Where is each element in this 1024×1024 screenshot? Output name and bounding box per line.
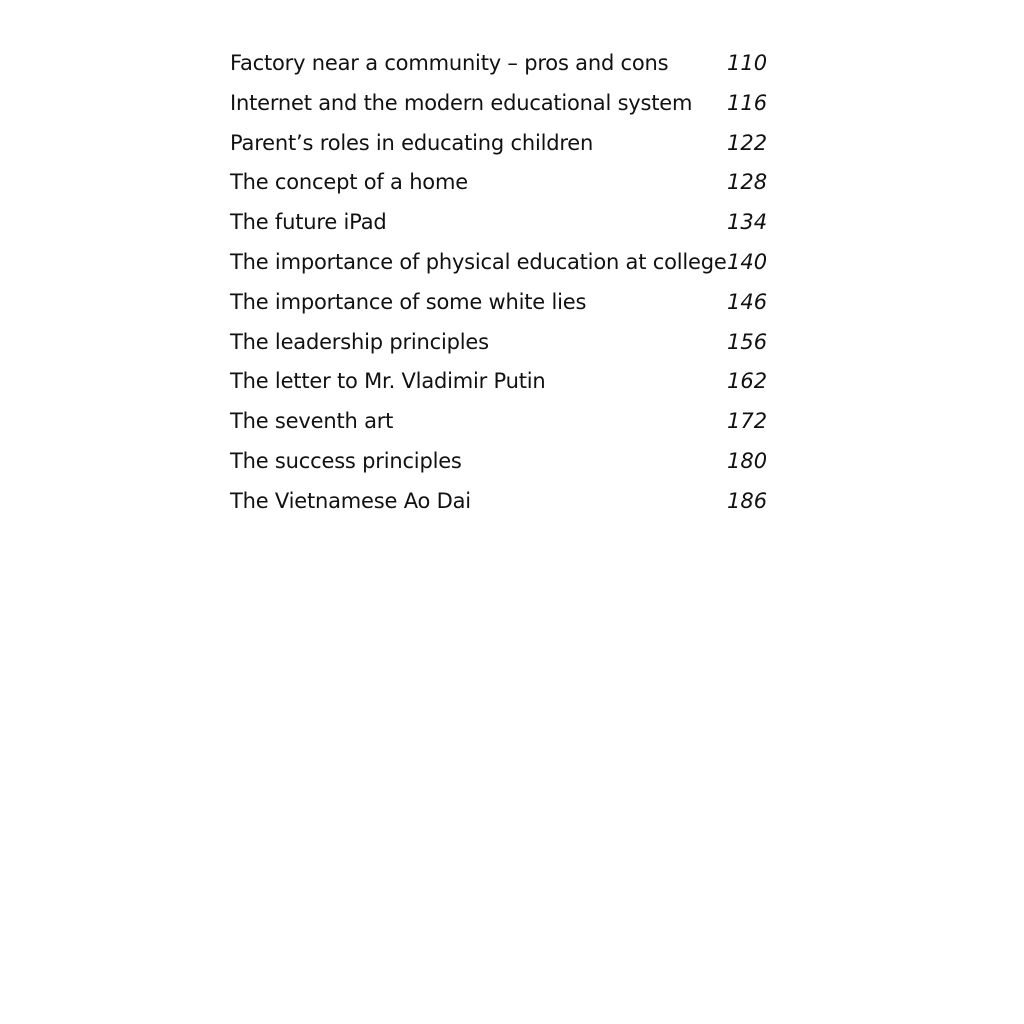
toc-entry-title: The success principles xyxy=(230,448,462,473)
toc-entry-title: The concept of a home xyxy=(230,170,468,195)
toc-entry-page-number: 172 xyxy=(727,409,768,434)
toc-entry-page-number: 116 xyxy=(727,90,768,115)
toc-entry xyxy=(230,442,810,482)
toc-entry-title: Internet and the modern educational system xyxy=(230,90,693,115)
toc-entry xyxy=(230,482,810,522)
toc-entry xyxy=(230,44,810,84)
toc-entry-page-number: 140 xyxy=(727,249,768,274)
toc-entry-title: The leadership principles xyxy=(230,329,489,354)
toc-entry-title: The seventh art xyxy=(230,409,394,434)
toc-entry-page-number: 122 xyxy=(727,130,768,155)
toc-entry-page-number: 146 xyxy=(727,289,768,314)
toc-entry-title: The importance of physical education at college xyxy=(230,249,727,274)
toc-entry-title: The Vietnamese Ao Dai xyxy=(230,488,471,513)
toc-entry xyxy=(230,243,810,283)
toc-entry-title: Factory near a community – pros and cons xyxy=(230,51,669,75)
toc-entry-page-number: 128 xyxy=(727,170,768,195)
toc-entry-title: The importance of some white lies xyxy=(230,289,587,314)
toc-entry-title: Parent’s roles in educating children xyxy=(230,130,594,155)
toc-entry xyxy=(230,402,810,442)
toc-entry xyxy=(230,323,810,363)
toc-entry xyxy=(230,362,810,402)
toc-entry-page-number: 110 xyxy=(727,51,768,75)
toc-entry xyxy=(230,163,810,203)
toc-entry-page-number: 134 xyxy=(727,210,768,235)
toc-entry-page-number: 156 xyxy=(727,329,768,354)
toc-entry-page-number: 186 xyxy=(727,488,768,513)
toc-entry xyxy=(230,203,810,243)
toc-entry xyxy=(230,124,810,164)
toc-entry-title: The letter to Mr. Vladimir Putin xyxy=(230,369,546,394)
toc-entry-page-number: 162 xyxy=(727,369,768,394)
toc-entry-title: The future iPad xyxy=(230,210,387,235)
toc-entry xyxy=(230,283,810,323)
table-of-contents xyxy=(230,44,810,522)
toc-entry-page-number: 180 xyxy=(727,448,768,473)
toc-entry xyxy=(230,84,810,124)
